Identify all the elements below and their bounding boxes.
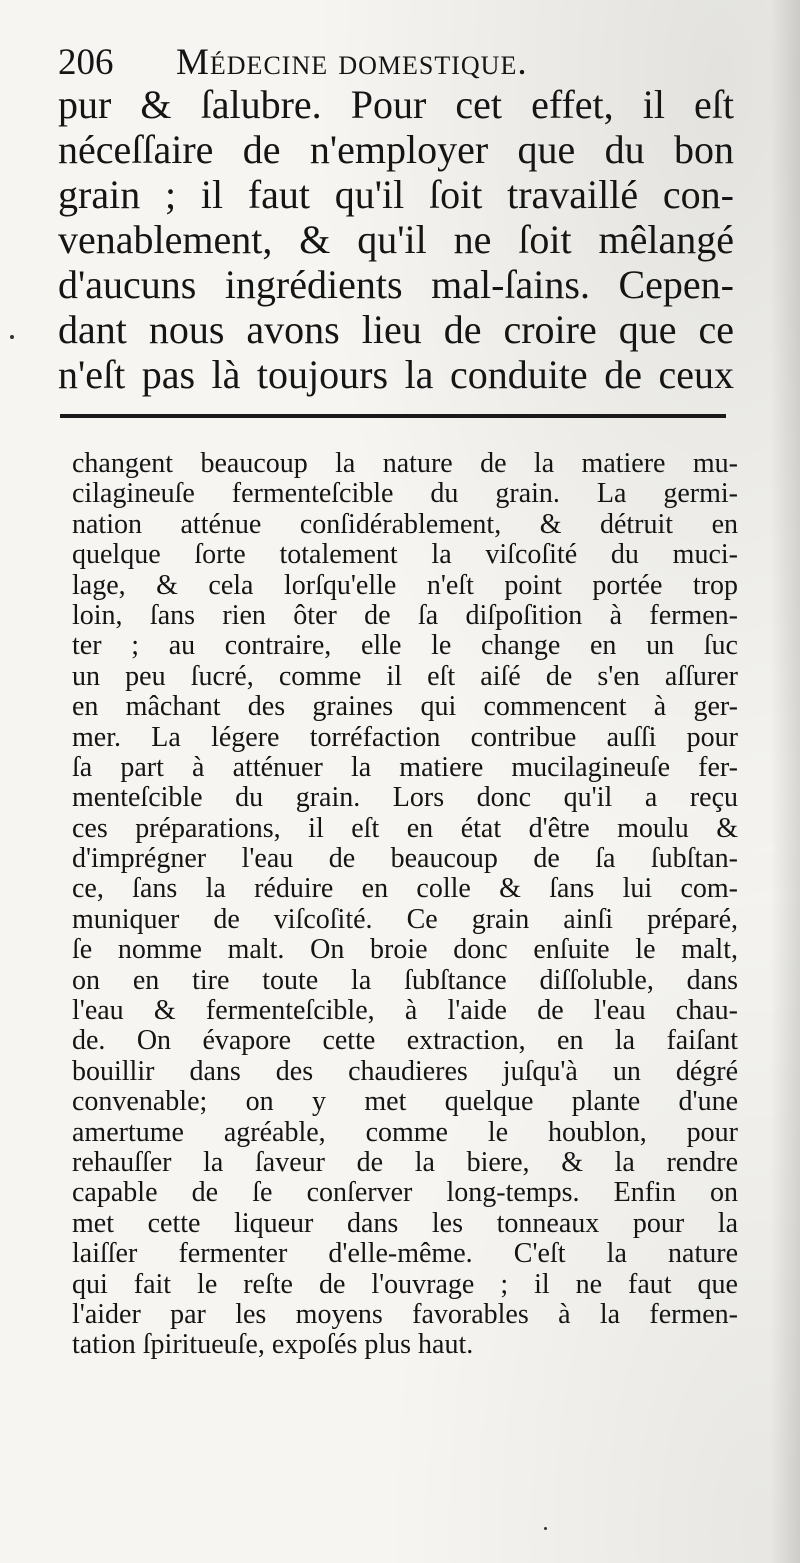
footnote-line: muniquer de viſcoſité. Ce grain ainſi préparé, <box>72 903 738 935</box>
footnote-line: rehauſſer la ſaveur de la biere, & la rendre <box>72 1146 738 1178</box>
footnote-line: qui fait le reſte de l'ouvrage ; il ne faut que <box>72 1268 738 1300</box>
main-text-line: pur & ſalubre. Pour cet effet, il eſt <box>58 82 734 127</box>
footnote-line: nation atténue conſidérablement, & détruit en <box>72 508 738 540</box>
footnote-line: amertume agréable, comme le houblon, pour <box>72 1116 738 1148</box>
main-text-line: d'aucuns ingrédients mal-ſains. Cepen- <box>58 262 734 307</box>
main-text-line: grain ; il faut qu'il ſoit travaillé con- <box>58 172 734 217</box>
footnote-line: quelque ſorte totalement la viſcoſité du muci- <box>72 539 738 571</box>
footnote-line: de. On évapore cette extraction, en la faiſant <box>72 1025 738 1057</box>
footnote-line: d'imprégner l'eau de beaucoup de ſa ſubſtan- <box>72 843 738 875</box>
main-text-line: n'eſt pas là toujours la conduite de ceux <box>58 352 734 397</box>
footnote-line: en mâchant des graines qui commencent à ger- <box>72 691 738 723</box>
main-text-line: dant nous avons lieu de croire que ce <box>58 307 734 352</box>
footnote-line: l'eau & fermenteſcible, à l'aide de l'eau chau- <box>72 995 738 1027</box>
page-edge-shadow <box>770 0 800 1563</box>
footnote-line: laiſſer fermenter d'elle-même. C'eſt la nature <box>72 1238 738 1270</box>
footnote-line: convenable; on y met quelque plante d'une <box>72 1086 738 1118</box>
footnote-line: loin, ſans rien ôter de ſa diſpoſition à fermen- <box>72 599 738 631</box>
footnote-line: bouillir dans des chaudieres juſqu'à un dégré <box>72 1055 738 1087</box>
footnote-line: ces préparations, il eſt en état d'être moulu & <box>72 812 738 844</box>
footnote-separator-rule <box>60 414 726 418</box>
footnote-line: met cette liqueur dans les tonneaux pour la <box>72 1207 738 1239</box>
footnote-line: ter ; au contraire, elle le change en un ſuc <box>72 630 738 662</box>
footnote-line: ce, ſans la réduire en colle & ſans lui com- <box>72 873 738 905</box>
main-text-line: venablement, & qu'il ne ſoit mêlangé <box>58 217 734 262</box>
page-number: 206 <box>58 42 114 83</box>
footnote-line: cilagineuſe fermenteſcible du grain. La germi- <box>72 478 738 510</box>
footnote-line: lage, & cela lorſqu'elle n'eſt point portée trop <box>72 569 738 601</box>
running-head <box>58 38 748 88</box>
main-text-block <box>58 82 734 397</box>
ink-speck <box>544 1527 547 1530</box>
footnote-line: capable de ſe conſerver long-temps. Enfin on <box>72 1177 738 1209</box>
ink-speck <box>10 335 14 339</box>
footnote-text-block <box>72 449 738 1361</box>
footnote-line: l'aider par les moyens favorables à la fermen- <box>72 1298 738 1330</box>
main-text-line: néceſſaire de n'employer que du bon <box>58 127 734 172</box>
running-title: Médecine domestique. <box>176 42 528 83</box>
footnote-line: tation ſpiritueuſe, expoſés plus haut. <box>72 1329 474 1361</box>
footnote-line: on en tire toute la ſubſtance diſſoluble, dans <box>72 964 738 996</box>
footnote-line: ſa part à atténuer la matiere mucilagineuſe fer- <box>72 751 738 783</box>
footnote-line: ſe nomme malt. On broie donc enſuite le malt, <box>72 934 738 966</box>
footnote-line: changent beaucoup la nature de la matiere mu- <box>72 448 738 479</box>
footnote-line: un peu ſucré, comme il eſt aiſé de s'en aſſurer <box>72 660 738 692</box>
footnote-line: mer. La légere torréfaction contribue auſſi pour <box>72 721 738 753</box>
footnote-line: menteſcible du grain. Lors donc qu'il a reçu <box>72 782 738 814</box>
